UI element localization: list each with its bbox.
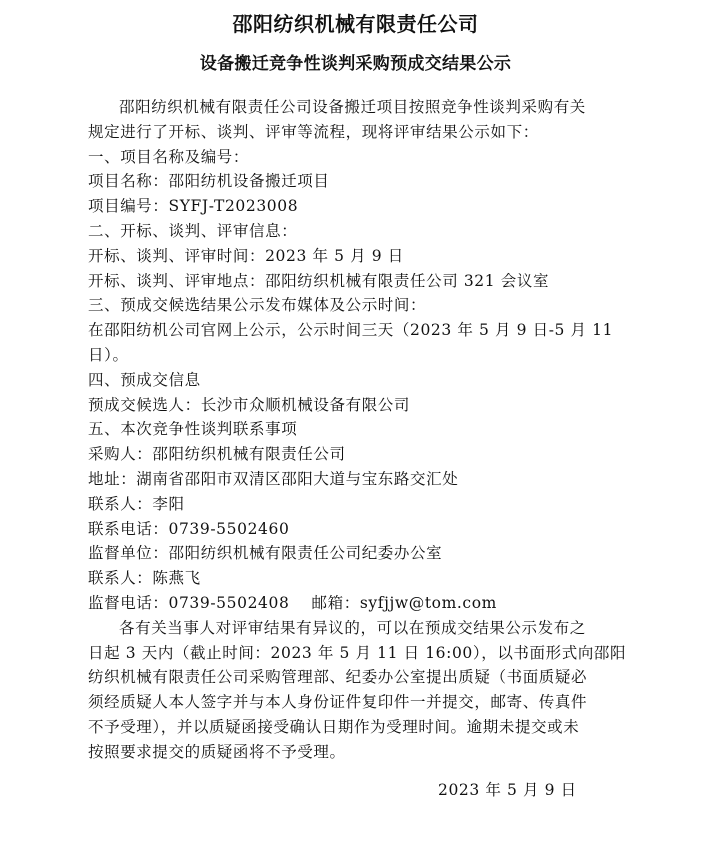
candidate: 预成交候选人：长沙市众顺机械设备有限公司 (88, 395, 411, 414)
section-1-heading: 一、项目名称及编号： (88, 147, 250, 166)
document-body (88, 95, 627, 765)
project-name: 项目名称：邵阳纺机设备搬迁项目 (88, 172, 330, 191)
section-5-heading: 五、本次竞争性谈判联系事项 (88, 420, 298, 439)
address: 地址：湖南省邵阳市双清区邵阳大道与宝东路交汇处 (88, 469, 459, 488)
section-4-heading: 四、预成交信息 (88, 370, 201, 389)
objection-line-2: 日起 3 天内（截止时间：2023 年 5 月 11 日 16:00），以书面形式向邵阳 (88, 643, 627, 662)
review-time: 开标、谈判、评审时间：2023 年 5 月 9 日 (88, 246, 404, 265)
contact-person-1: 联系人：李阳 (88, 494, 185, 513)
section-2-heading: 二、开标、谈判、评审信息： (88, 221, 298, 240)
contact-person-2: 联系人：陈燕飞 (88, 569, 201, 588)
review-place: 开标、谈判、评审地点：邵阳纺织机械有限责任公司 321 会议室 (88, 271, 550, 290)
intro-line-1: 邵阳纺织机械有限责任公司设备搬迁项目按照竞争性谈判采购有关 (119, 98, 586, 116)
section-3-heading: 三、预成交候选结果公示发布媒体及公示时间： (88, 296, 427, 315)
objection-line-4: 须经质疑人本人签字并与本人身份证件复印件一并提交，邮寄、传真件 (88, 693, 588, 712)
document-date: 2023 年 5 月 9 日 (438, 781, 577, 799)
project-code: 项目编号：SYFJ-T2023008 (88, 197, 299, 216)
document-subtitle: 设备搬迁竞争性谈判采购预成交结果公示 (199, 54, 512, 74)
publicity-line-1: 在邵阳纺机公司官网上公示，公示时间三天（2023 年 5 月 9 日-5 月 11 (88, 321, 614, 340)
intro-line-2: 规定进行了开标、谈判、评审等流程，现将评审结果公示如下： (88, 122, 539, 141)
publicity-line-2: 日）。 (88, 345, 129, 364)
objection-line-5: 不予受理），并以质疑函接受确认日期作为受理时间。逾期未提交或未 (88, 717, 580, 736)
objection-line-6: 按照要求提交的质疑函将不予受理。 (88, 742, 346, 761)
objection-line-1: 各有关当事人对评审结果有异议的，可以在预成交结果公示发布之 (119, 618, 586, 637)
supervision-phone-email: 监督电话：0739-5502408 邮箱：syfjjw@tom.com (88, 593, 497, 612)
supervising-unit: 监督单位：邵阳纺织机械有限责任公司纪委办公室 (88, 544, 443, 563)
contact-phone-1: 联系电话：0739-5502460 (88, 519, 290, 538)
document-title: 邵阳纺织机械有限责任公司 (232, 12, 479, 36)
objection-line-3: 纺织机械有限责任公司采购管理部、纪委办公室提出质疑（书面质疑必 (88, 668, 588, 687)
purchaser: 采购人：邵阳纺织机械有限责任公司 (88, 445, 346, 464)
